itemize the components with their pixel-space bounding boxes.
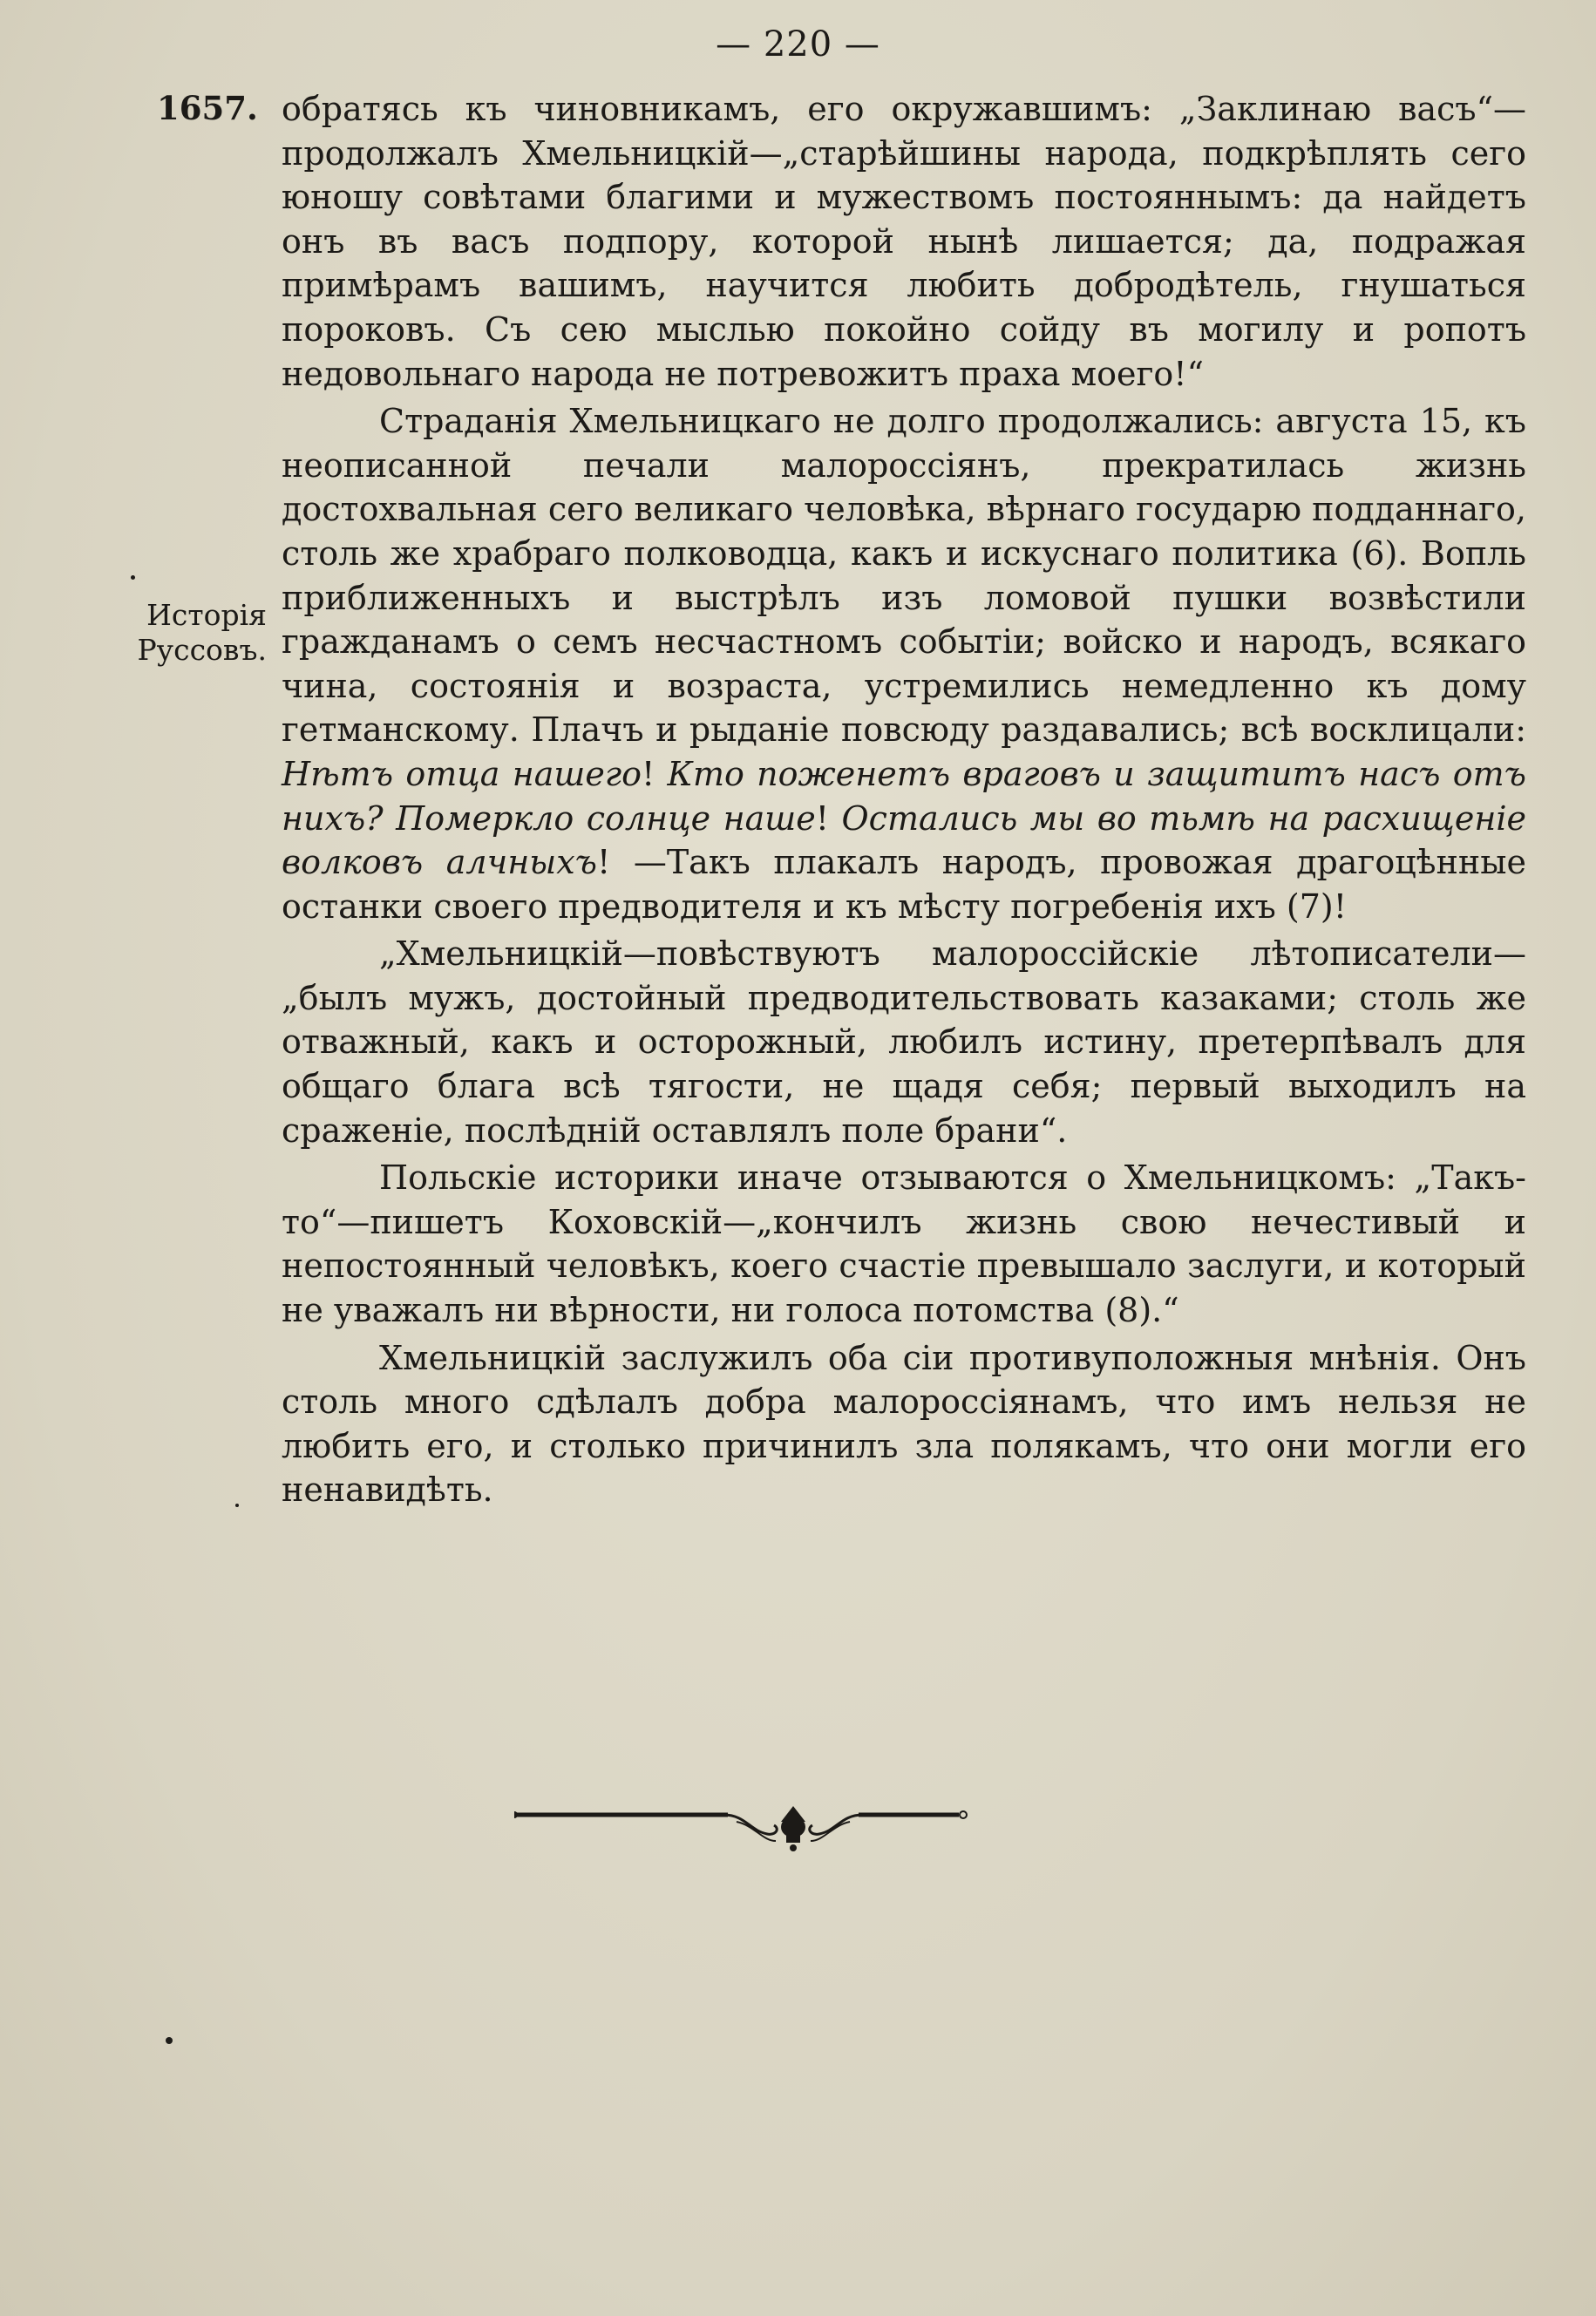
margin-source-line: Руссовъ. <box>137 633 267 667</box>
italic-text: Остались мы во тьмѣ на расхищеніе волковъ алчныхъ <box>282 798 1526 882</box>
paragraph-text: обратясь къ чиновникамъ, его окружавшимъ: „Заклинаю васъ“—продолжалъ Хмельницкій—„старѣйшины народа, подкрѣплять сего юношу совѣтами благими и мужествомъ постояннымъ: да найдетъ онъ въ васъ подпору, которой нынѣ лишается; да, подражая примѣрамъ вашимъ, научится любить добродѣтель, гнушаться пороковъ. Съ сею мыслью покойно сойду въ могилу и ропотъ недовольнаго народа не потревожитъ праха моего!“ <box>282 90 1526 393</box>
paragraph-text: Польскіе историки иначе отзываются о Хмельницкомъ: „Такъ-то“—пишетъ Коховскій—„кончилъ жизнь свою нечестивый и непостоянный человѣкъ, коего счастіе превышало заслуги, и который не уважалъ ни вѣрности, ни голоса потомства (8).“ <box>282 1158 1526 1330</box>
page-number: — 220 — <box>716 24 880 65</box>
ink-speck <box>131 575 135 580</box>
margin-source-line: Исторія <box>146 598 267 632</box>
ink-speck <box>235 1504 239 1507</box>
italic-text: Кто поженетъ враговъ и защититъ насъ отъ нихъ? Померкло солнце наше <box>282 754 1526 838</box>
paragraph-text: „Хмельницкій—повѣствуютъ малороссійскіе лѣтописатели—„былъ мужъ, достойный предводительствовать казаками; столь же отважный, какъ и осторожный, любилъ истину, претерпѣвалъ для общаго блага всѣ тягости, не щадя себя; первый выходилъ на сраженіе, послѣдній оставлялъ поле брани“. <box>282 934 1526 1150</box>
paragraph-text: ! <box>815 798 842 838</box>
paragraph-text: ! —Такъ плакалъ народъ, провожая драгоцѣнные останки своего предводителя и къ мѣсту погребенія ихъ (7)! <box>282 843 1526 926</box>
paragraph-text: Страданія Хмельницкаго не долго продолжались: августа 15, къ неописанной печали малороссіянъ, прекратилась жизнь достохвальная сего великаго человѣка, вѣрнаго государю подданнаго, столь же храбраго полководца, какъ и искуснаго политика (6). Вопль приближенныхъ и выстрѣлъ изъ ломовой пушки возвѣстили гражданамъ о семъ несчастномъ событіи; войско и народъ, всякаго чина, состоянія и возраста, устремились немедленно къ дому гетманскому. Плачъ и рыданіе повсюду раздавались; всѣ восклицали: <box>282 402 1526 750</box>
paragraph <box>282 1156 1526 1332</box>
paragraph <box>282 87 1526 396</box>
end-ornament <box>514 1796 1072 1857</box>
paragraph <box>282 399 1526 928</box>
margin-source-note <box>112 598 267 668</box>
paragraph-text: Хмельницкій заслужилъ оба сіи противуположныя мнѣнія. Онъ столь много сдѣлалъ добра малороссіянамъ, что имъ нельзя не любить его, и столько причинилъ зла полякамъ, что они могли его ненавидѣть. <box>282 1338 1526 1510</box>
paragraph-text: ! <box>641 754 668 793</box>
paragraph <box>282 932 1526 1152</box>
ink-speck <box>166 2037 173 2044</box>
italic-text: Нѣтъ отца нашего <box>282 754 642 793</box>
margin-year: 1657. <box>157 89 258 127</box>
paragraph <box>282 1336 1526 1512</box>
body-text <box>282 87 1526 1512</box>
